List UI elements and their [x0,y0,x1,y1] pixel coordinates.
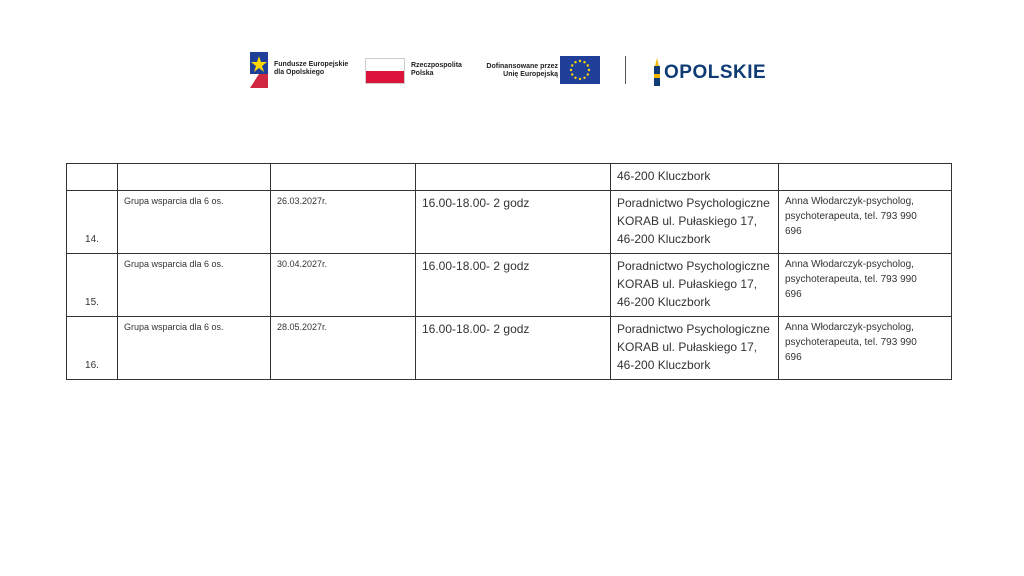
location-line: 46-200 Kluczbork [617,232,711,246]
contact-line: 696 [785,352,802,363]
cell-name: Grupa wsparcia dla 6 os. [118,317,271,380]
fe-text-line-2: dla Opolskiego [274,69,325,76]
pl-text-line-1: Rzeczpospolita [411,62,462,69]
location-line: Poradnictwo Psychologiczne [617,196,770,210]
cell-time: 16.00-18.00- 2 godz [416,191,611,254]
rzeczpospolita-polska-logo [365,56,470,86]
eu-text-line-2: Unię Europejską [503,71,558,78]
cell-number: 16. [67,317,118,380]
cell-name: Grupa wsparcia dla 6 os. [118,191,271,254]
cell-contact [779,191,952,254]
logo-bar [248,52,788,92]
cell-location [611,191,779,254]
cell-date: 28.05.2027r. [271,317,416,380]
cell-number [67,164,118,191]
eu-cofinancing-logo [480,56,602,86]
table-row-continuation [67,164,952,191]
logo-divider [625,56,626,84]
table-row [67,191,952,254]
cell-number: 15. [67,254,118,317]
polish-flag-icon [365,58,405,84]
cell-date: 30.04.2027r. [271,254,416,317]
eu-flag-icon [560,56,600,84]
cell-time: 16.00-18.00- 2 godz [416,254,611,317]
location-line: KORAB ul. Pułaskiego 17, [617,214,758,228]
fundusze-europejskie-logo [250,52,360,88]
table-row [67,254,952,317]
contact-line: psychoterapeuta, tel. 793 990 [785,211,917,222]
fe-text-line-1: Fundusze Europejskie [274,61,349,68]
cell-time [416,164,611,191]
location-line: 46-200 Kluczbork [617,358,711,372]
contact-line: 696 [785,289,802,300]
cell-location: 46-200 Kluczbork [611,164,779,191]
fe-star-icon [250,52,268,88]
cell-contact [779,164,952,191]
contact-line: psychoterapeuta, tel. 793 990 [785,337,917,348]
location-line: 46-200 Kluczbork [617,295,711,309]
contact-line: Anna Włodarczyk-psycholog, [785,196,914,207]
contact-line: 696 [785,226,802,237]
location-line: KORAB ul. Pułaskiego 17, [617,340,758,354]
schedule-table [66,163,952,380]
contact-line: Anna Włodarczyk-psycholog, [785,259,914,270]
location-line: Poradnictwo Psychologiczne [617,322,770,336]
cell-date [271,164,416,191]
cell-date: 26.03.2027r. [271,191,416,254]
location-line: Poradnictwo Psychologiczne [617,259,770,273]
opolskie-tower-icon [652,56,662,86]
cell-contact [779,254,952,317]
contact-line: Anna Włodarczyk-psycholog, [785,322,914,333]
location-line: KORAB ul. Pułaskiego 17, [617,277,758,291]
eu-text-line-1: Dofinansowane przez [486,63,558,70]
cell-location [611,254,779,317]
opolskie-wordmark: OPOLSKIE [664,62,767,83]
cell-time: 16.00-18.00- 2 godz [416,317,611,380]
cell-location [611,317,779,380]
table-row [67,317,952,380]
contact-line: psychoterapeuta, tel. 793 990 [785,274,917,285]
cell-number: 14. [67,191,118,254]
opolskie-logo [652,56,782,86]
cell-name: Grupa wsparcia dla 6 os. [118,254,271,317]
cell-contact [779,317,952,380]
cell-name [118,164,271,191]
pl-text-line-2: Polska [411,70,434,77]
